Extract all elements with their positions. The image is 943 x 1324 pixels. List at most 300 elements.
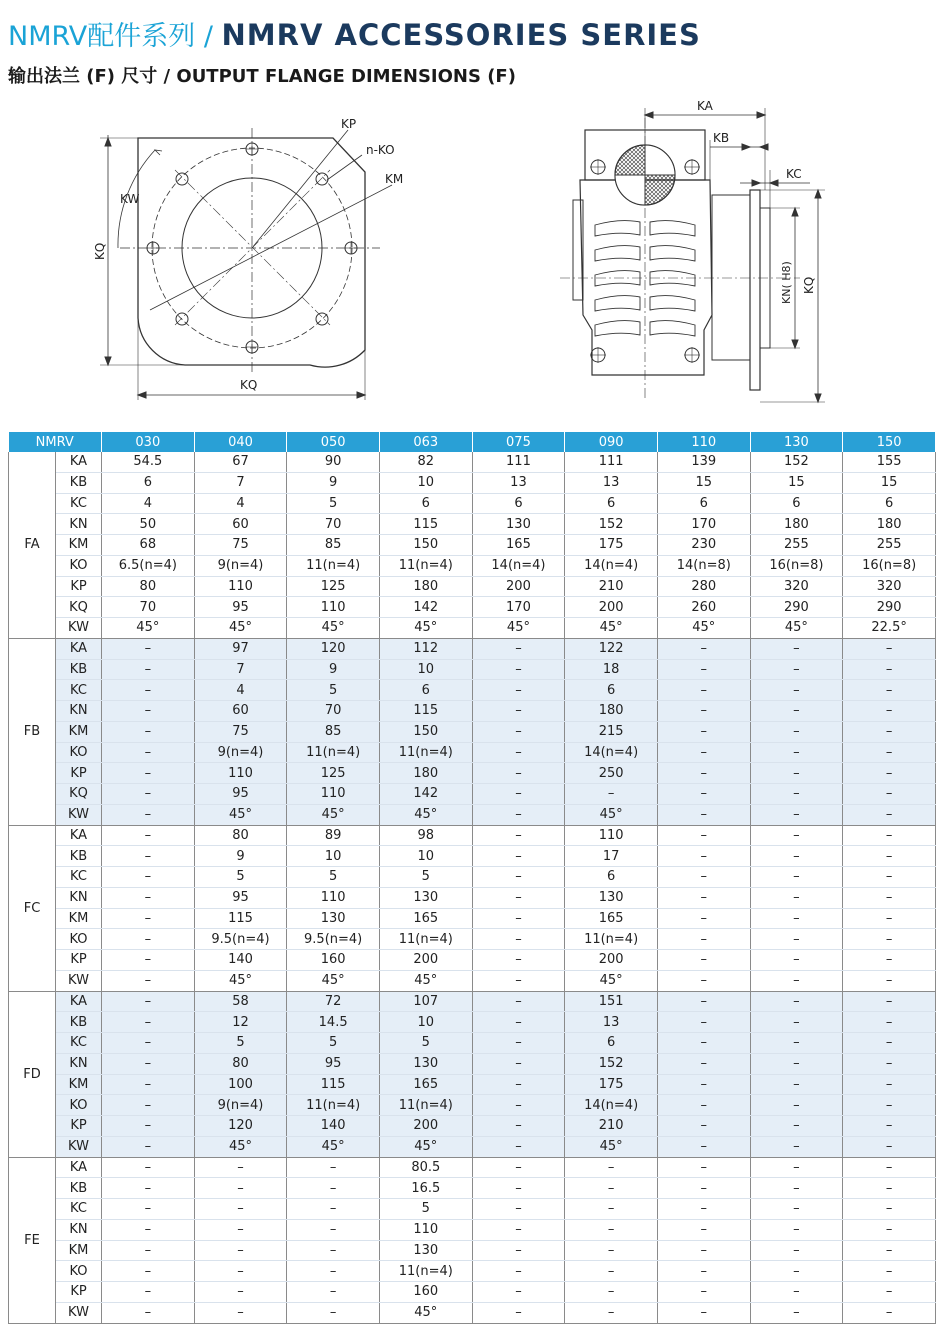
table-cell: 10 (379, 1012, 472, 1033)
table-row (9, 950, 936, 971)
table-cell: – (843, 1240, 936, 1261)
table-cell: – (287, 1219, 380, 1240)
table-cell: 97 (194, 638, 287, 659)
table-cell: – (102, 638, 195, 659)
dimension-label: KW (56, 970, 102, 991)
table-cell: 7 (194, 659, 287, 680)
table-cell: – (843, 1012, 936, 1033)
table-cell: 11(n=4) (287, 742, 380, 763)
table-cell: – (472, 1240, 565, 1261)
table-cell: 9(n=4) (194, 1095, 287, 1116)
dimension-label: KM (56, 908, 102, 929)
group-label: FD (9, 991, 56, 1157)
table-cell: 54.5 (102, 452, 195, 472)
table-row (9, 1178, 936, 1199)
group-label: FC (9, 825, 56, 991)
table-row (9, 887, 936, 908)
dimension-label: KM (56, 1240, 102, 1261)
table-cell: – (750, 950, 843, 971)
table-cell: 255 (750, 535, 843, 556)
table-cell: – (102, 701, 195, 722)
table-cell: – (565, 1261, 658, 1282)
table-cell: 180 (750, 514, 843, 535)
table-cell: – (843, 825, 936, 846)
table-cell: 80 (102, 576, 195, 597)
table-cell: 45° (194, 970, 287, 991)
table-cell: 5 (379, 1033, 472, 1054)
table-cell: – (472, 929, 565, 950)
table-row (9, 1095, 936, 1116)
table-cell: – (843, 887, 936, 908)
table-cell: – (843, 1282, 936, 1303)
dimension-label: KA (56, 991, 102, 1012)
table-row (9, 597, 936, 618)
table-cell: 95 (194, 597, 287, 618)
table-cell: 5 (379, 867, 472, 888)
dimension-label: KC (56, 1199, 102, 1220)
table-cell: 6 (565, 680, 658, 701)
table-cell: – (657, 867, 750, 888)
label-kq-bottom: KQ (240, 378, 258, 392)
table-cell: 45° (379, 618, 472, 639)
table-cell: – (657, 991, 750, 1012)
dimension-label: KM (56, 721, 102, 742)
table-cell: – (750, 1282, 843, 1303)
dimension-label: KW (56, 618, 102, 639)
table-cell: – (565, 1282, 658, 1303)
table-cell: – (102, 1157, 195, 1178)
table-cell: – (102, 1199, 195, 1220)
dimension-label: KC (56, 867, 102, 888)
table-cell: – (843, 929, 936, 950)
table-cell: 155 (843, 452, 936, 472)
table-cell: – (102, 804, 195, 825)
table-cell: – (657, 784, 750, 805)
table-row (9, 846, 936, 867)
table-cell: 180 (379, 576, 472, 597)
dimension-label: KM (56, 1074, 102, 1095)
table-cell: 115 (379, 701, 472, 722)
table-cell: 75 (194, 721, 287, 742)
table-cell: 14(n=8) (657, 555, 750, 576)
table-cell: – (472, 638, 565, 659)
table-cell: 82 (379, 452, 472, 472)
table-row (9, 576, 936, 597)
table-cell: – (565, 1302, 658, 1323)
table-cell: 6 (472, 493, 565, 514)
table-cell: 120 (287, 638, 380, 659)
table-row (9, 867, 936, 888)
table-cell: 150 (379, 721, 472, 742)
table-cell: 210 (565, 576, 658, 597)
table-row (9, 701, 936, 722)
table-cell: 95 (194, 784, 287, 805)
table-cell: – (843, 1116, 936, 1137)
table-cell: 175 (565, 535, 658, 556)
table-cell: – (287, 1178, 380, 1199)
table-cell: 10 (379, 846, 472, 867)
table-cell: – (102, 1240, 195, 1261)
table-cell: 200 (472, 576, 565, 597)
table-cell: – (750, 784, 843, 805)
table-cell: 110 (287, 887, 380, 908)
table-cell: – (750, 1219, 843, 1240)
table-cell: 175 (565, 1074, 658, 1095)
table-cell: 150 (379, 535, 472, 556)
table-cell: 11(n=4) (379, 555, 472, 576)
table-cell: – (472, 1053, 565, 1074)
table-cell: – (565, 1178, 658, 1199)
table-row (9, 721, 936, 742)
table-cell: 5 (379, 1199, 472, 1220)
table-row (9, 908, 936, 929)
table-cell: – (657, 1282, 750, 1303)
table-cell: 75 (194, 535, 287, 556)
table-cell: – (750, 970, 843, 991)
table-cell: – (843, 1219, 936, 1240)
table-cell: 22.5° (843, 618, 936, 639)
table-cell: 151 (565, 991, 658, 1012)
table-cell: 122 (565, 638, 658, 659)
table-cell: 111 (472, 452, 565, 472)
table-cell: 50 (102, 514, 195, 535)
table-cell: – (657, 970, 750, 991)
table-cell: – (472, 763, 565, 784)
table-cell: – (657, 701, 750, 722)
table-cell: – (472, 1178, 565, 1199)
table-cell: – (843, 1136, 936, 1157)
table-cell: – (194, 1282, 287, 1303)
dimension-label: KW (56, 1136, 102, 1157)
table-cell: – (194, 1261, 287, 1282)
table-cell: 140 (287, 1116, 380, 1137)
table-cell: 85 (287, 535, 380, 556)
dimension-label: KQ (56, 784, 102, 805)
table-cell: – (750, 1302, 843, 1323)
table-cell: – (657, 763, 750, 784)
gearbox-side-view (560, 108, 825, 402)
table-cell: – (657, 1199, 750, 1220)
table-cell: – (472, 887, 565, 908)
table-cell: – (472, 1302, 565, 1323)
table-row (9, 535, 936, 556)
dimension-table (8, 432, 936, 1324)
table-cell: – (843, 1095, 936, 1116)
table-cell: – (102, 742, 195, 763)
table-cell: – (657, 929, 750, 950)
table-cell: 95 (194, 887, 287, 908)
table-cell: 6 (657, 493, 750, 514)
table-cell: – (843, 1261, 936, 1282)
table-cell: – (750, 1033, 843, 1054)
table-cell: 12 (194, 1012, 287, 1033)
table-cell: – (750, 846, 843, 867)
table-cell: 45° (102, 618, 195, 639)
table-cell: – (750, 908, 843, 929)
table-cell: – (843, 908, 936, 929)
dimension-label: KP (56, 576, 102, 597)
table-row (9, 514, 936, 535)
table-cell: 45° (379, 1302, 472, 1323)
table-cell: 45° (287, 1136, 380, 1157)
table-cell: – (843, 1178, 936, 1199)
table-cell: 200 (379, 1116, 472, 1137)
table-cell: 14(n=4) (565, 1095, 658, 1116)
table-cell: 45° (379, 804, 472, 825)
table-cell: 165 (565, 908, 658, 929)
table-cell: – (472, 950, 565, 971)
label-kb: KB (713, 131, 730, 145)
group-label: FB (9, 638, 56, 825)
table-row (9, 1219, 936, 1240)
table-cell: 85 (287, 721, 380, 742)
table-row (9, 991, 936, 1012)
dimension-label: KW (56, 1302, 102, 1323)
table-cell: – (750, 991, 843, 1012)
table-cell: – (565, 1157, 658, 1178)
table-row (9, 929, 936, 950)
table-cell: – (843, 721, 936, 742)
table-cell: 139 (657, 452, 750, 472)
header-size: 075 (472, 432, 565, 452)
table-cell: – (472, 846, 565, 867)
table-cell: – (472, 1261, 565, 1282)
dimension-label: KA (56, 452, 102, 472)
table-row (9, 472, 936, 493)
table-cell: 6 (379, 680, 472, 701)
table-cell: 152 (565, 514, 658, 535)
table-cell: 110 (565, 825, 658, 846)
table-cell: 11(n=4) (287, 1095, 380, 1116)
table-cell: – (750, 1074, 843, 1095)
table-cell: – (472, 1157, 565, 1178)
table-row (9, 1136, 936, 1157)
table-cell: 107 (379, 991, 472, 1012)
table-cell: 180 (379, 763, 472, 784)
table-cell: 14(n=4) (565, 555, 658, 576)
table-cell: – (657, 1012, 750, 1033)
dimension-label: KN (56, 514, 102, 535)
table-cell: – (194, 1178, 287, 1199)
table-row (9, 1033, 936, 1054)
table-cell: 67 (194, 452, 287, 472)
label-kn: KN( H8) (780, 261, 793, 304)
table-cell: 160 (379, 1282, 472, 1303)
table-cell: – (102, 825, 195, 846)
table-cell: 6.5(n=4) (102, 555, 195, 576)
table-cell: 115 (194, 908, 287, 929)
table-cell: – (194, 1240, 287, 1261)
table-cell: 72 (287, 991, 380, 1012)
table-cell: – (750, 701, 843, 722)
table-cell: 125 (287, 763, 380, 784)
table-cell: 160 (287, 950, 380, 971)
label-km: KM (385, 172, 404, 186)
table-row (9, 618, 936, 639)
table-row (9, 452, 936, 472)
table-cell: – (102, 763, 195, 784)
table-cell: – (750, 1116, 843, 1137)
table-cell: – (472, 1095, 565, 1116)
table-cell: 110 (287, 784, 380, 805)
table-cell: – (750, 1157, 843, 1178)
flange-group-fa (9, 452, 936, 638)
table-cell: 45° (379, 970, 472, 991)
label-kp: KP (341, 117, 357, 131)
table-cell: – (750, 804, 843, 825)
table-cell: – (472, 1012, 565, 1033)
flange-group-fd (9, 991, 936, 1157)
table-row (9, 804, 936, 825)
table-cell: 45° (194, 804, 287, 825)
table-row (9, 1302, 936, 1323)
table-cell: – (750, 1199, 843, 1220)
table-cell: – (102, 970, 195, 991)
group-label: FA (9, 452, 56, 638)
table-row (9, 825, 936, 846)
table-cell: – (472, 1074, 565, 1095)
label-kq-right: KQ (802, 276, 816, 294)
table-cell: – (657, 804, 750, 825)
table-cell: 13 (565, 472, 658, 493)
table-cell: 280 (657, 576, 750, 597)
table-cell: – (102, 1282, 195, 1303)
table-cell: 6 (102, 472, 195, 493)
table-cell: 11(n=4) (379, 742, 472, 763)
table-cell: – (750, 1136, 843, 1157)
flange-front-view (100, 128, 392, 400)
table-cell: 45° (194, 1136, 287, 1157)
table-cell: – (750, 1240, 843, 1261)
table-cell: 45° (750, 618, 843, 639)
table-cell: – (194, 1302, 287, 1323)
table-cell: 17 (565, 846, 658, 867)
table-cell: – (657, 680, 750, 701)
table-cell: – (472, 970, 565, 991)
table-cell: 5 (194, 1033, 287, 1054)
table-cell: – (102, 908, 195, 929)
table-cell: 5 (287, 493, 380, 514)
table-cell: – (657, 638, 750, 659)
table-cell: 165 (379, 1074, 472, 1095)
technical-drawing (0, 100, 943, 415)
table-cell: – (843, 1302, 936, 1323)
table-row (9, 1053, 936, 1074)
table-row (9, 1261, 936, 1282)
table-cell: – (102, 721, 195, 742)
dimension-label: KC (56, 493, 102, 514)
table-cell: – (657, 908, 750, 929)
table-cell: 95 (287, 1053, 380, 1074)
table-cell: – (102, 1219, 195, 1240)
table-cell: 9 (194, 846, 287, 867)
table-cell: – (102, 867, 195, 888)
dimension-label: KP (56, 1116, 102, 1137)
dimension-label: KC (56, 680, 102, 701)
table-row (9, 1240, 936, 1261)
table-cell: 5 (194, 867, 287, 888)
dimension-label: KB (56, 1178, 102, 1199)
table-cell: – (843, 804, 936, 825)
table-cell: – (472, 721, 565, 742)
table-cell: 110 (379, 1219, 472, 1240)
table-cell: 13 (565, 1012, 658, 1033)
dimension-label: KN (56, 1053, 102, 1074)
table-cell: – (102, 1033, 195, 1054)
table-cell: 250 (565, 763, 658, 784)
table-cell: – (843, 784, 936, 805)
label-kc: KC (786, 167, 802, 181)
table-row (9, 680, 936, 701)
table-cell: 130 (472, 514, 565, 535)
table-cell: 115 (287, 1074, 380, 1095)
table-row (9, 659, 936, 680)
table-cell: – (657, 1074, 750, 1095)
table-header-row (9, 432, 936, 452)
table-cell: 14(n=4) (565, 742, 658, 763)
table-cell: 142 (379, 784, 472, 805)
table-cell: 130 (379, 1053, 472, 1074)
header-size: 130 (750, 432, 843, 452)
table-cell: – (565, 1240, 658, 1261)
table-cell: 200 (565, 950, 658, 971)
dimension-label: KO (56, 1261, 102, 1282)
table-cell: 255 (843, 535, 936, 556)
table-cell: 290 (843, 597, 936, 618)
table-cell: – (657, 950, 750, 971)
table-cell: 120 (194, 1116, 287, 1137)
table-row (9, 638, 936, 659)
table-cell: 68 (102, 535, 195, 556)
table-cell: – (472, 742, 565, 763)
table-cell: – (750, 638, 843, 659)
flange-group-fc (9, 825, 936, 991)
dimension-label: KN (56, 1219, 102, 1240)
table-cell: 58 (194, 991, 287, 1012)
table-cell: 14.5 (287, 1012, 380, 1033)
table-cell: – (102, 680, 195, 701)
table-cell: – (102, 1053, 195, 1074)
table-cell: – (472, 1116, 565, 1137)
label-kw: KW (120, 192, 140, 206)
table-cell: 10 (287, 846, 380, 867)
table-cell: – (657, 825, 750, 846)
dimension-label: KO (56, 929, 102, 950)
table-cell: – (287, 1282, 380, 1303)
table-cell: – (750, 867, 843, 888)
table-cell: – (472, 908, 565, 929)
table-cell: 6 (565, 1033, 658, 1054)
table-cell: – (472, 680, 565, 701)
table-cell: – (472, 659, 565, 680)
table-cell: – (843, 701, 936, 722)
table-cell: – (750, 1053, 843, 1074)
dimension-label: KW (56, 804, 102, 825)
table-cell: – (843, 742, 936, 763)
table-cell: – (657, 1302, 750, 1323)
table-cell: – (657, 1261, 750, 1282)
header-size: 150 (843, 432, 936, 452)
table-cell: – (750, 1012, 843, 1033)
table-cell: 6 (843, 493, 936, 514)
table-cell: 45° (565, 618, 658, 639)
table-row (9, 1012, 936, 1033)
table-cell: 45° (565, 1136, 658, 1157)
table-cell: – (657, 1157, 750, 1178)
table-cell: – (287, 1302, 380, 1323)
table-cell: 16(n=8) (843, 555, 936, 576)
table-cell: – (287, 1199, 380, 1220)
